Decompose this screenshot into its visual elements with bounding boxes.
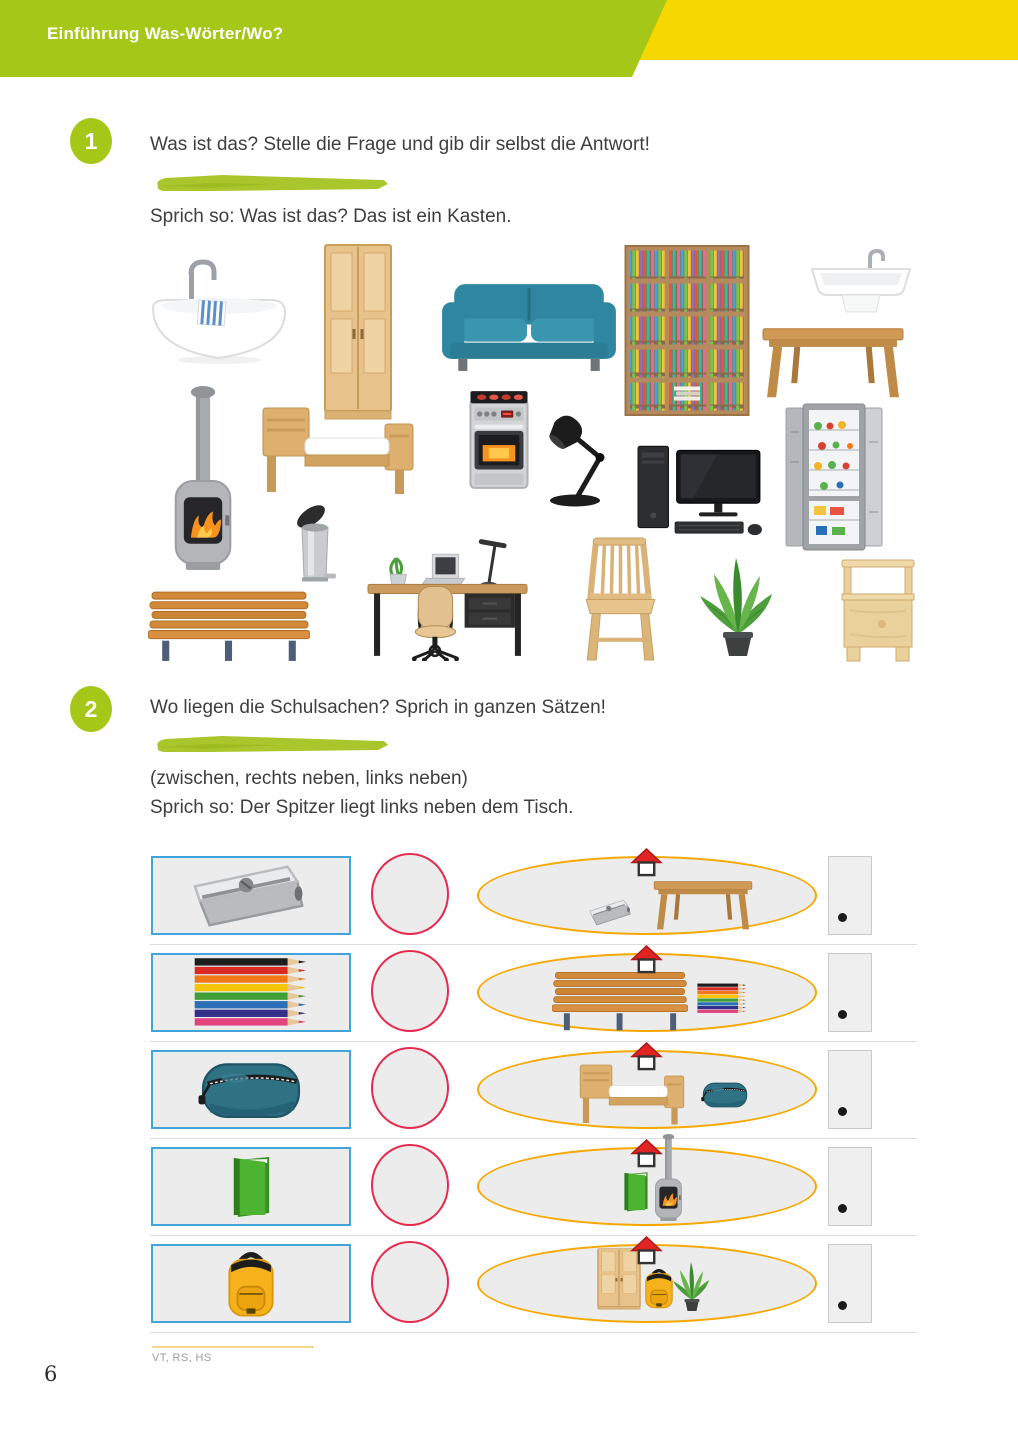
- exercise2-row-sharpener: [0, 856, 1018, 936]
- bathtub-icon: [148, 256, 290, 374]
- row-divider: [150, 1235, 917, 1236]
- sofa-icon: [442, 278, 616, 375]
- colored-pencils-icon: [192, 957, 310, 1028]
- scene-plant-icon: [670, 1258, 712, 1312]
- exercise1-number: 1: [84, 127, 98, 154]
- highlighter-stroke: [150, 171, 392, 195]
- exercise1-title: Was ist das? Stelle die Frage und gib dir selbst die Antwort!: [150, 134, 650, 155]
- exercise2-row-colored-pencils: [0, 953, 1018, 1033]
- door-panel: [828, 1147, 872, 1226]
- door-knob: [838, 1204, 847, 1213]
- footer-note: VT, RS, HS: [152, 1352, 212, 1364]
- chair-icon: [578, 535, 665, 664]
- item-box-colored-pencils: [151, 953, 351, 1032]
- scene-colored-pencils-icon: [696, 983, 748, 1014]
- exercise2-number-badge: [70, 686, 112, 732]
- scene-bed-icon: [576, 1062, 688, 1126]
- cooker-icon: [466, 386, 532, 494]
- door-panel: [828, 856, 872, 935]
- item-box-sharpener: [151, 856, 351, 935]
- sharpener-icon: [190, 857, 312, 935]
- bed-icon: [256, 404, 420, 496]
- pedal-bin-icon: [292, 503, 338, 584]
- answer-circle: [371, 853, 449, 935]
- door-knob: [838, 1301, 847, 1310]
- row-divider: [150, 1041, 917, 1042]
- pencil-case-icon: [196, 1053, 306, 1126]
- fridge-icon: [784, 402, 884, 552]
- wardrobe-icon: [322, 242, 394, 422]
- exercise2-title: Wo liegen die Schulsachen? Sprich in ganzen Sätzen!: [150, 697, 606, 718]
- desk-with-chair-icon: [366, 528, 529, 661]
- backpack-icon: [223, 1247, 279, 1321]
- desk-lamp-icon: [543, 413, 619, 508]
- door-panel: [828, 953, 872, 1032]
- exercise2-number: 2: [84, 695, 98, 722]
- bedside-cabinet-icon: [838, 558, 918, 662]
- door-knob: [838, 1107, 847, 1116]
- exercise1-number-badge: [70, 118, 112, 164]
- row-divider: [150, 1332, 917, 1333]
- wood-stove-icon: [168, 384, 234, 572]
- bookshelf-icon: [624, 244, 750, 417]
- scene-table-icon: [652, 873, 754, 931]
- exercise1-example: Sprich so: Was ist das? Das ist ein Kasten.: [150, 206, 512, 227]
- plant-icon: [694, 550, 778, 658]
- house-icon: [630, 945, 663, 974]
- door-knob: [838, 913, 847, 922]
- scene-sharpener-icon: [587, 896, 636, 930]
- row-divider: [150, 944, 917, 945]
- exercise2-example: Sprich so: Der Spitzer liegt links neben dem Tisch.: [150, 797, 574, 818]
- exercise2-row-pencil-case: [0, 1050, 1018, 1130]
- house-icon: [630, 1139, 663, 1168]
- door-panel: [828, 1244, 872, 1323]
- sink-icon: [806, 248, 916, 316]
- door-panel: [828, 1050, 872, 1129]
- table-icon: [760, 316, 906, 400]
- house-icon: [630, 848, 663, 877]
- item-box-pencil-case: [151, 1050, 351, 1129]
- exercise2-row-backpack: [0, 1244, 1018, 1324]
- answer-circle: [371, 950, 449, 1032]
- answer-circle: [371, 1241, 449, 1323]
- header-title: Einführung Was-Wörter/Wo?: [47, 24, 284, 43]
- answer-circle: [371, 1144, 449, 1226]
- door-knob: [838, 1010, 847, 1019]
- answer-circle: [371, 1047, 449, 1129]
- exercise2-row-book: [0, 1147, 1018, 1227]
- footer-accent-line: [152, 1346, 314, 1348]
- scene-book-icon: [618, 1169, 654, 1214]
- row-divider: [150, 1138, 917, 1139]
- scene-pencil-case-icon: [700, 1078, 750, 1111]
- computer-icon: [636, 444, 766, 538]
- scene-bench-icon: [552, 969, 688, 1032]
- item-box-backpack: [151, 1244, 351, 1323]
- book-icon: [224, 1152, 279, 1221]
- page-number: 6: [44, 1362, 58, 1386]
- highlighter-stroke: [150, 732, 392, 756]
- exercise2-hint: (zwischen, rechts neben, links neben): [150, 768, 468, 789]
- house-icon: [630, 1042, 663, 1071]
- house-icon: [630, 1236, 663, 1265]
- item-box-book: [151, 1147, 351, 1226]
- bench-icon: [148, 588, 310, 663]
